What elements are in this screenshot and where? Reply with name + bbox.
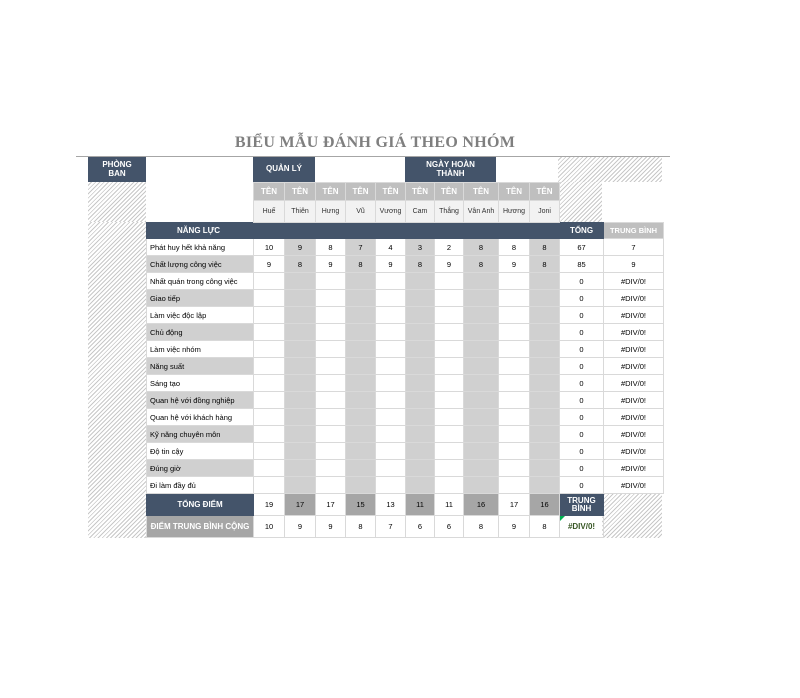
score-cell[interactable] [346,392,376,409]
competency-label: Quan hệ với đồng nghiệp [147,392,254,409]
row-total: 0 [560,409,604,426]
row-average: #DIV/0! [604,443,664,460]
competency-label: Phát huy hết khả năng [147,239,254,256]
score-cell[interactable] [316,477,346,494]
score-cell[interactable] [346,375,376,392]
competency-label: Giao tiếp [147,290,254,307]
score-cell[interactable] [464,443,499,460]
footer-average-label: TRUNG BÌNH [560,494,604,516]
score-cell[interactable] [316,443,346,460]
row-average: 9 [604,256,664,273]
blank-cell [560,201,604,223]
score-cell[interactable] [499,392,530,409]
row-average: 7 [604,239,664,256]
score-cell[interactable] [530,307,560,324]
score-cell[interactable] [499,477,530,494]
score-cell[interactable]: 9 [499,256,530,273]
score-cell[interactable] [406,426,435,443]
score-cell[interactable] [376,443,406,460]
score-cell[interactable]: 3 [406,239,435,256]
manager-field[interactable] [315,157,405,182]
score-cell[interactable] [464,290,499,307]
member-name[interactable]: Vũ [346,201,376,223]
score-cell[interactable] [316,409,346,426]
score-cell[interactable] [499,290,530,307]
hatch-left [88,182,146,222]
member-name[interactable]: Thiên [285,201,316,223]
score-cell[interactable] [435,426,464,443]
total-score-cell: 17 [316,494,346,516]
score-cell[interactable] [499,426,530,443]
name-heading-row [147,183,664,201]
competency-row [147,443,664,460]
score-cell[interactable] [285,426,316,443]
score-cell[interactable] [376,307,406,324]
score-cell[interactable] [376,358,406,375]
score-cell[interactable] [346,358,376,375]
competency-row [147,239,664,256]
score-cell[interactable]: 8 [530,256,560,273]
score-cell[interactable] [376,375,406,392]
score-cell[interactable] [346,426,376,443]
score-cell[interactable] [464,341,499,358]
blank-cell [604,516,664,538]
score-cell[interactable] [254,409,285,426]
score-cell[interactable] [499,409,530,426]
competency-row [147,341,664,358]
manager-label: QUẢN LÝ [253,157,315,182]
score-cell[interactable] [346,273,376,290]
score-cell[interactable] [316,324,346,341]
row-average: #DIV/0! [604,392,664,409]
competency-row [147,273,664,290]
mean-score-cell: 9 [285,516,316,538]
score-cell[interactable] [435,290,464,307]
mean-score-cell: 7 [376,516,406,538]
competency-row [147,324,664,341]
competency-row [147,409,664,426]
score-cell[interactable] [530,426,560,443]
score-cell[interactable] [530,460,560,477]
score-cell[interactable] [285,324,316,341]
score-cell[interactable] [530,392,560,409]
score-cell[interactable] [285,307,316,324]
mean-score-cell: 8 [464,516,499,538]
score-cell[interactable] [530,358,560,375]
row-total: 0 [560,392,604,409]
row-total: 0 [560,341,604,358]
score-cell[interactable] [406,358,435,375]
competency-header-row [147,223,664,239]
score-cell[interactable] [254,477,285,494]
total-score-cell: 11 [406,494,435,516]
score-cell[interactable] [316,290,346,307]
competency-label: Quan hệ với khách hàng [147,409,254,426]
competency-row [147,392,664,409]
score-cell[interactable] [316,358,346,375]
score-cell[interactable] [254,290,285,307]
score-cell[interactable] [254,426,285,443]
name-heading: TÊN [435,183,464,201]
error-marker-icon [560,516,565,521]
total-header: TỔNG [560,223,604,239]
score-cell[interactable] [254,307,285,324]
score-cell[interactable] [435,307,464,324]
department-field[interactable] [146,157,253,182]
page-title: BIỂU MẪU ĐÁNH GIÁ THEO NHÓM [234,134,516,151]
score-cell[interactable] [254,443,285,460]
score-cell[interactable] [285,358,316,375]
total-score-cell: 16 [464,494,499,516]
score-cell[interactable] [376,273,406,290]
score-cell[interactable] [346,443,376,460]
row-total: 0 [560,375,604,392]
score-cell[interactable] [464,358,499,375]
score-cell[interactable] [406,324,435,341]
competency-row [147,375,664,392]
member-name[interactable]: Huế [254,201,285,223]
evaluation-table [146,182,664,538]
score-cell[interactable] [254,273,285,290]
mean-score-cell: 8 [346,516,376,538]
score-cell[interactable] [530,324,560,341]
score-cell[interactable] [406,307,435,324]
total-score-cell: 15 [346,494,376,516]
score-cell[interactable] [346,290,376,307]
score-cell[interactable] [435,273,464,290]
blank-cell [604,201,664,223]
score-cell[interactable] [464,426,499,443]
score-cell[interactable] [464,392,499,409]
score-cell[interactable]: 9 [285,239,316,256]
total-score-cell: 13 [376,494,406,516]
score-cell[interactable] [254,392,285,409]
score-cell[interactable] [316,392,346,409]
mean-score-cell: 10 [254,516,285,538]
name-heading: TÊN [346,183,376,201]
score-cell[interactable]: 2 [435,239,464,256]
score-cell[interactable]: 10 [254,239,285,256]
score-cell[interactable] [316,273,346,290]
blank-cell [147,183,254,201]
score-cell[interactable] [346,409,376,426]
member-name[interactable]: Joni [530,201,560,223]
score-cell[interactable] [285,375,316,392]
mean-score-label: ĐIỂM TRUNG BÌNH CỘNG [147,516,254,538]
score-cell[interactable] [499,307,530,324]
score-cell[interactable] [464,324,499,341]
score-cell[interactable]: 8 [464,256,499,273]
score-cell[interactable] [406,409,435,426]
score-cell[interactable] [435,358,464,375]
member-name-row [147,201,664,223]
competency-header: NĂNG LỰC [147,223,560,239]
score-cell[interactable] [406,477,435,494]
score-cell[interactable] [464,307,499,324]
competency-row [147,426,664,443]
score-cell[interactable] [376,460,406,477]
score-cell[interactable] [254,460,285,477]
row-total: 0 [560,358,604,375]
competency-label: Đúng giờ [147,460,254,477]
score-cell[interactable] [376,392,406,409]
score-cell[interactable] [376,426,406,443]
score-cell[interactable] [530,341,560,358]
competency-label: Kỹ năng chuyên môn [147,426,254,443]
total-score-cell: 17 [499,494,530,516]
score-cell[interactable]: 9 [254,256,285,273]
score-cell[interactable] [254,358,285,375]
score-cell[interactable]: 9 [376,256,406,273]
score-cell[interactable] [376,341,406,358]
score-cell[interactable] [530,477,560,494]
score-cell[interactable] [464,477,499,494]
score-cell[interactable] [435,324,464,341]
score-cell[interactable] [530,273,560,290]
completion-date-field[interactable] [496,157,558,182]
score-cell[interactable] [285,443,316,460]
score-cell[interactable] [464,460,499,477]
score-cell[interactable] [376,324,406,341]
competency-row [147,460,664,477]
score-cell[interactable] [406,392,435,409]
score-cell[interactable] [530,409,560,426]
score-cell[interactable] [499,358,530,375]
score-cell[interactable] [530,443,560,460]
score-cell[interactable]: 8 [285,256,316,273]
score-cell[interactable] [406,443,435,460]
score-cell[interactable] [285,460,316,477]
score-cell[interactable] [254,324,285,341]
competency-row [147,358,664,375]
score-cell[interactable]: 8 [346,256,376,273]
competency-label: Chất lượng công việc [147,256,254,273]
row-average: #DIV/0! [604,358,664,375]
name-heading: TÊN [285,183,316,201]
score-cell[interactable] [530,290,560,307]
row-average: #DIV/0! [604,290,664,307]
score-cell[interactable]: 8 [499,239,530,256]
name-heading: TÊN [376,183,406,201]
score-cell[interactable]: 4 [376,239,406,256]
score-cell[interactable] [376,477,406,494]
score-cell[interactable] [530,375,560,392]
score-cell[interactable] [346,341,376,358]
score-cell[interactable] [406,341,435,358]
competency-label: Năng suất [147,358,254,375]
score-cell[interactable] [285,392,316,409]
overall-average: #DIV/0! [567,522,596,531]
score-cell[interactable] [254,375,285,392]
mean-score-cell: 9 [316,516,346,538]
score-cell[interactable] [406,290,435,307]
score-cell[interactable] [285,477,316,494]
score-cell[interactable] [499,375,530,392]
mean-score-cell: 8 [530,516,560,538]
total-score-cell: 19 [254,494,285,516]
blank-cell [147,201,254,223]
score-cell[interactable] [464,375,499,392]
score-cell[interactable]: 8 [464,239,499,256]
member-name[interactable]: Hương [499,201,530,223]
total-score-cell: 11 [435,494,464,516]
score-cell[interactable] [346,460,376,477]
score-cell[interactable] [316,426,346,443]
score-cell[interactable] [499,324,530,341]
row-average: #DIV/0! [604,273,664,290]
score-cell[interactable] [376,409,406,426]
score-cell[interactable]: 9 [316,256,346,273]
hatch-left-lower [88,222,146,538]
name-heading: TÊN [254,183,285,201]
score-cell[interactable] [435,409,464,426]
score-cell[interactable] [285,409,316,426]
row-total: 0 [560,460,604,477]
blank-cell [604,183,664,201]
mean-score-cell: 6 [435,516,464,538]
total-score-label: TỔNG ĐIỂM [147,494,254,516]
name-heading: TÊN [530,183,560,201]
competency-label: Độ tin cậy [147,443,254,460]
member-name[interactable]: Cam [406,201,435,223]
competency-row [147,307,664,324]
score-cell[interactable] [435,477,464,494]
member-name[interactable]: Vương [376,201,406,223]
row-average: #DIV/0! [604,375,664,392]
score-cell[interactable]: 7 [346,239,376,256]
row-average: #DIV/0! [604,426,664,443]
score-cell[interactable] [285,290,316,307]
row-total: 0 [560,290,604,307]
competency-label: Chủ động [147,324,254,341]
department-label: PHÒNG BAN [88,157,146,182]
score-cell[interactable] [346,324,376,341]
mean-score-cell: 9 [499,516,530,538]
row-average: #DIV/0! [604,324,664,341]
name-heading: TÊN [316,183,346,201]
score-cell[interactable] [254,341,285,358]
mean-score-row [147,516,664,538]
average-header: TRUNG BÌNH [604,223,664,239]
score-cell[interactable] [316,307,346,324]
total-score-cell: 17 [285,494,316,516]
row-average: #DIV/0! [604,341,664,358]
score-cell[interactable] [376,290,406,307]
score-cell[interactable] [435,341,464,358]
member-name[interactable]: Vân Anh [464,201,499,223]
competency-label: Làm việc độc lập [147,307,254,324]
member-name[interactable]: Thắng [435,201,464,223]
completion-date-label: NGÀY HOÀN THÀNH [405,157,496,182]
score-cell[interactable]: 9 [435,256,464,273]
competency-row [147,290,664,307]
score-cell[interactable] [499,273,530,290]
score-cell[interactable] [435,392,464,409]
blank-cell [604,494,664,516]
competency-label: Sáng tạo [147,375,254,392]
competency-label: Làm việc nhóm [147,341,254,358]
name-heading: TÊN [499,183,530,201]
score-cell[interactable] [316,460,346,477]
row-total: 0 [560,443,604,460]
total-score-cell: 16 [530,494,560,516]
row-average: #DIV/0! [604,307,664,324]
score-cell[interactable] [435,443,464,460]
row-total: 67 [560,239,604,256]
score-cell[interactable]: 8 [530,239,560,256]
row-total: 0 [560,273,604,290]
score-cell[interactable] [316,341,346,358]
score-cell[interactable] [464,409,499,426]
member-name[interactable]: Hưng [316,201,346,223]
row-total: 85 [560,256,604,273]
row-total: 0 [560,307,604,324]
overall-average-cell [560,516,604,538]
row-average: #DIV/0! [604,477,664,494]
score-cell[interactable] [499,443,530,460]
score-cell[interactable]: 8 [316,239,346,256]
score-cell[interactable] [346,307,376,324]
row-total: 0 [560,324,604,341]
row-total: 0 [560,477,604,494]
score-cell[interactable] [464,273,499,290]
mean-score-cell: 6 [406,516,435,538]
row-average: #DIV/0! [604,460,664,477]
score-cell[interactable] [406,375,435,392]
score-cell[interactable] [285,273,316,290]
row-average: #DIV/0! [604,409,664,426]
name-heading: TÊN [406,183,435,201]
score-cell[interactable] [435,375,464,392]
hatch-right-top [558,157,662,182]
score-cell[interactable] [316,375,346,392]
score-cell[interactable] [435,460,464,477]
score-cell[interactable] [285,341,316,358]
name-heading: TÊN [464,183,499,201]
blank-cell [560,183,604,201]
competency-row [147,256,664,273]
score-cell[interactable] [499,460,530,477]
score-cell[interactable]: 8 [406,256,435,273]
score-cell[interactable] [499,341,530,358]
row-total: 0 [560,426,604,443]
score-cell[interactable] [406,273,435,290]
competency-label: Nhất quán trong công việc [147,273,254,290]
score-cell[interactable] [346,477,376,494]
competency-row [147,477,664,494]
competency-label: Đi làm đầy đủ [147,477,254,494]
score-cell[interactable] [406,460,435,477]
total-score-row [147,494,664,516]
